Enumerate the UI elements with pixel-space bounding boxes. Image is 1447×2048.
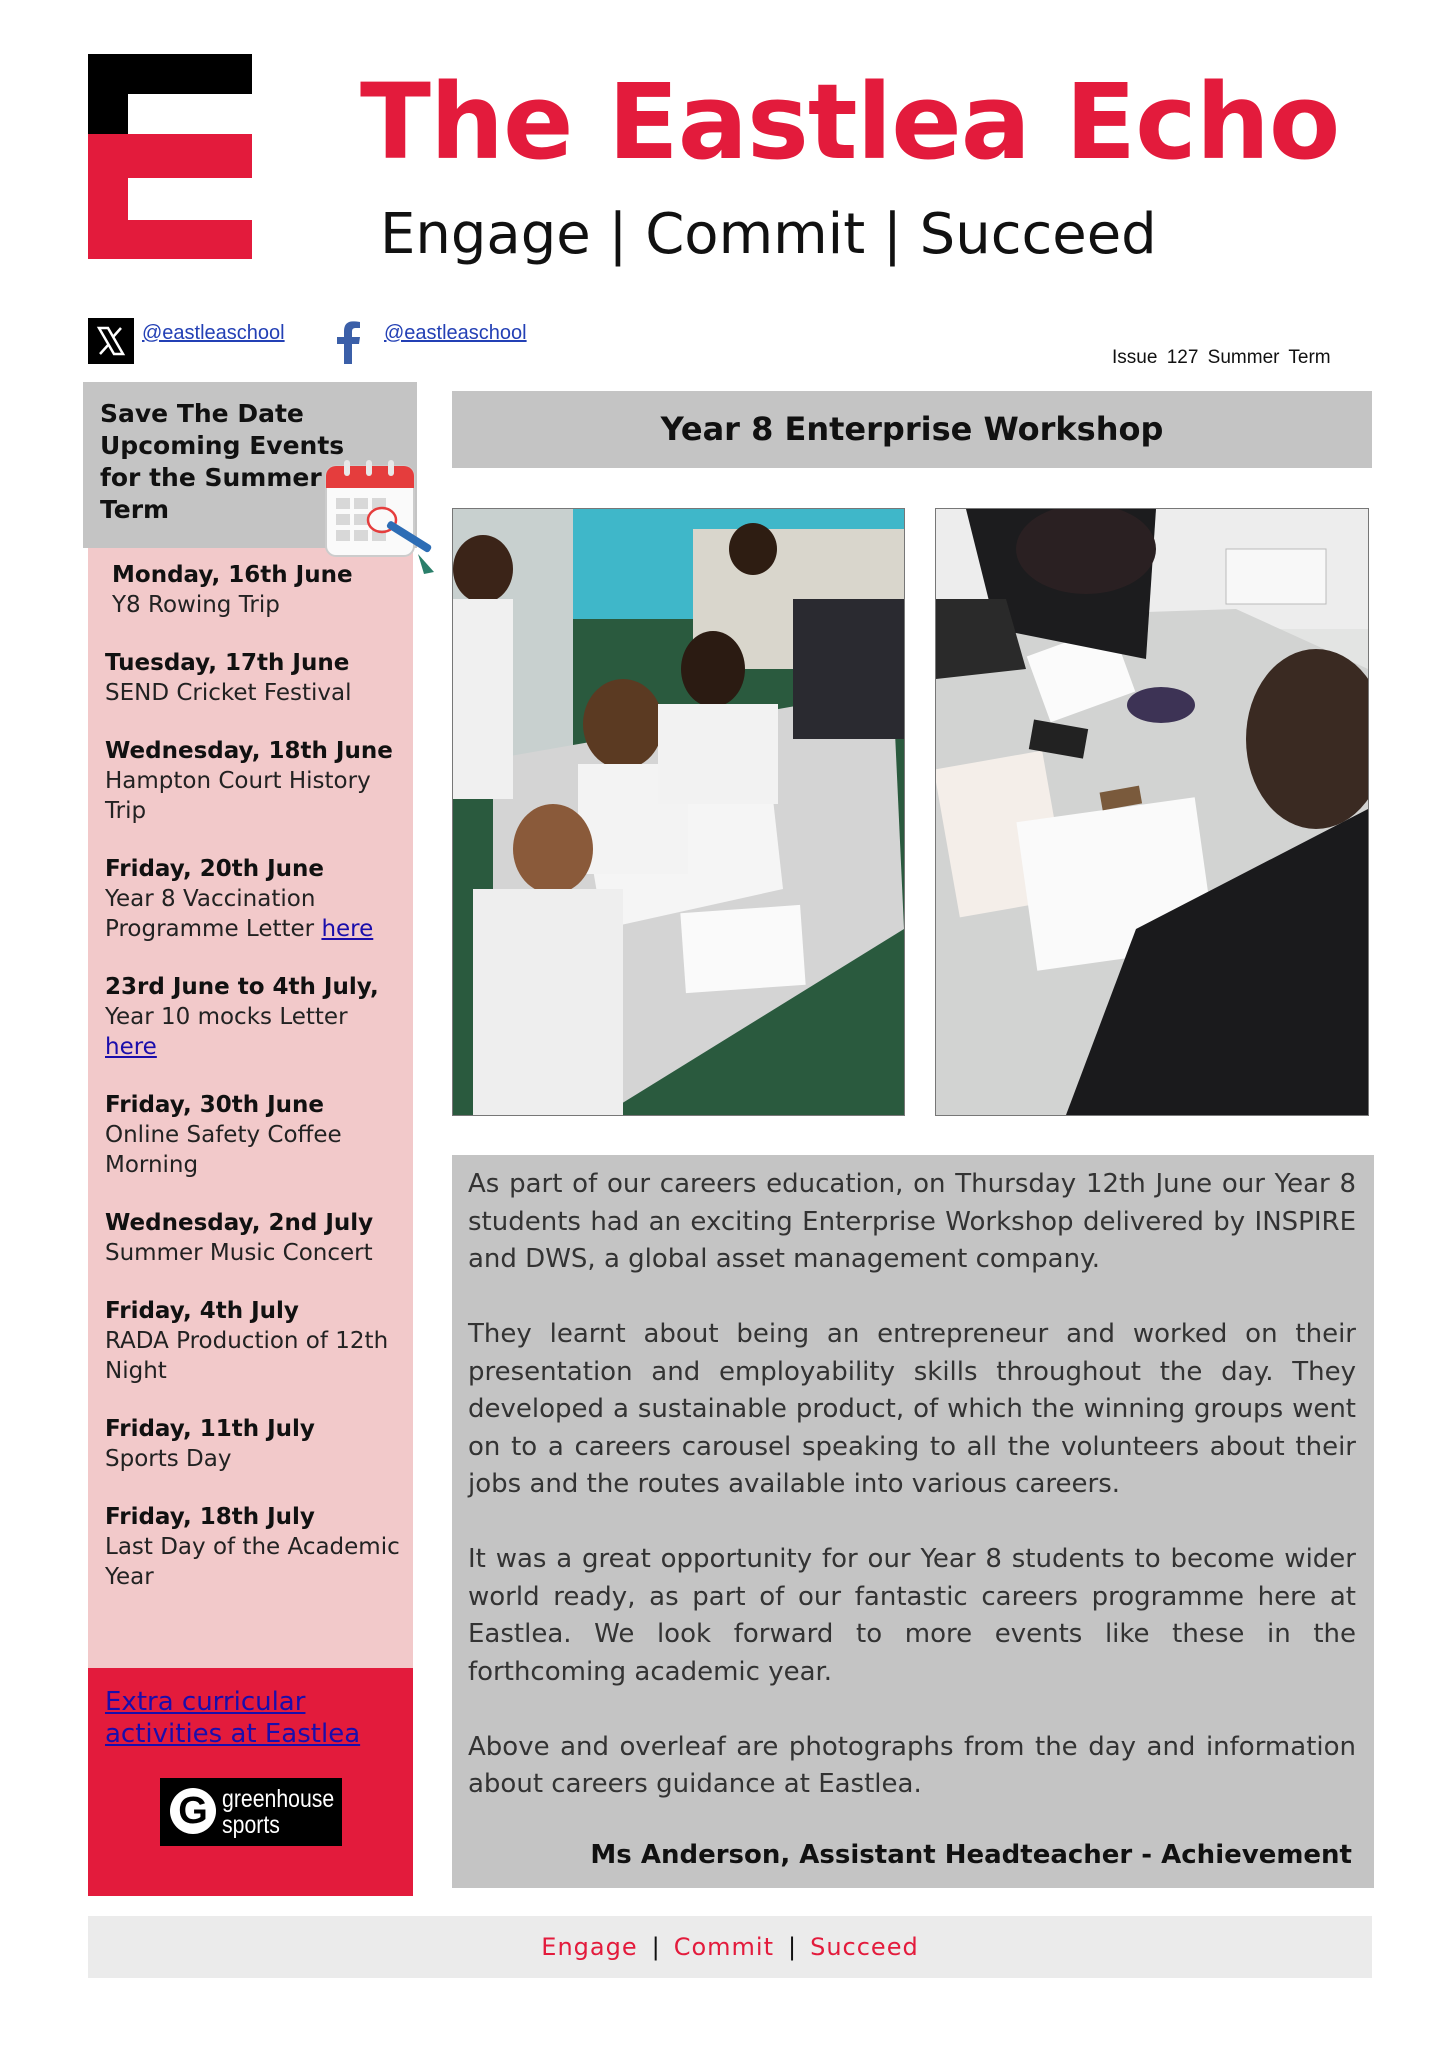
- vaccination-letter-link[interactable]: here: [321, 916, 374, 942]
- issue-label: Issue 127 Summer Term: [1112, 347, 1331, 368]
- extra-curricular-link[interactable]: Extra curricular activities at Eastlea: [105, 1687, 361, 1749]
- event-item: Friday, 30th June Online Safety Coffee Morning: [105, 1092, 342, 1178]
- newsletter-motto: Engage | Commit | Succeed: [380, 202, 1157, 267]
- event-item: Tuesday, 17th June SEND Cricket Festival: [105, 650, 352, 706]
- footer-motto: Engage | Commit | Succeed: [541, 1933, 919, 1961]
- article-paragraph: As part of our careers education, on Thursday 12th June our Year 8 students had an exciting Enterprise Workshop delivered by INSPIRE and DWS, a global asset management company.: [468, 1169, 1356, 1274]
- event-item: Friday, 20th June Year 8 Vaccination Programme Letter here: [105, 856, 374, 942]
- event-item: Friday, 4th July RADA Production of 12th Night: [105, 1298, 389, 1384]
- x-handle-link[interactable]: @eastleaschool: [142, 322, 285, 344]
- facebook-handle-link[interactable]: @eastleaschool: [384, 322, 527, 344]
- event-item: Wednesday, 2nd July Summer Music Concert: [105, 1210, 374, 1266]
- event-item: Wednesday, 18th June Hampton Court History Trip: [105, 738, 393, 824]
- save-the-date-title: Save The Date Upcoming Events for the Summer Term: [100, 399, 345, 524]
- workshop-photo: [452, 508, 905, 1116]
- mocks-letter-link[interactable]: here: [105, 1034, 157, 1060]
- greenhouse-sports-logo: G greenhouse sports: [160, 1778, 342, 1846]
- article-title: Year 8 Enterprise Workshop: [660, 410, 1164, 448]
- x-logo-icon[interactable]: [88, 318, 134, 364]
- article-paragraph: Above and overleaf are photographs from the day and information about careers guidance at Eastlea.: [468, 1731, 1356, 1799]
- article-paragraph: It was a great opportunity for our Year 8 students to become wider world ready, as part of our fantastic careers programme here at Eastlea. We look forward to more events like these in the forthcoming academic year.: [468, 1544, 1356, 1687]
- event-item: Monday, 16th June Y8 Rowing Trip: [112, 562, 353, 618]
- newsletter-title: The Eastlea Echo: [360, 61, 1340, 183]
- workshop-photo: [935, 508, 1369, 1116]
- event-item: Friday, 18th July Last Day of the Academic Year: [105, 1504, 400, 1590]
- school-logo: [88, 54, 252, 259]
- event-item: 23rd June to 4th July, Year 10 mocks Letter here: [105, 974, 379, 1060]
- facebook-icon[interactable]: [328, 318, 368, 364]
- article-body: [468, 1166, 1356, 1841]
- article-paragraph: They learnt about being an entrepreneur and worked on their presentation and employability skills throughout the day. They developed a sustainable product, of which the winning groups went on to a careers carousel speaking to all the volunteers about their jobs and the routes available into various careers.: [468, 1319, 1356, 1499]
- article-signature: Ms Anderson, Assistant Headteacher - Achievement: [590, 1840, 1352, 1870]
- event-item: Friday, 11th July Sports Day: [105, 1416, 315, 1472]
